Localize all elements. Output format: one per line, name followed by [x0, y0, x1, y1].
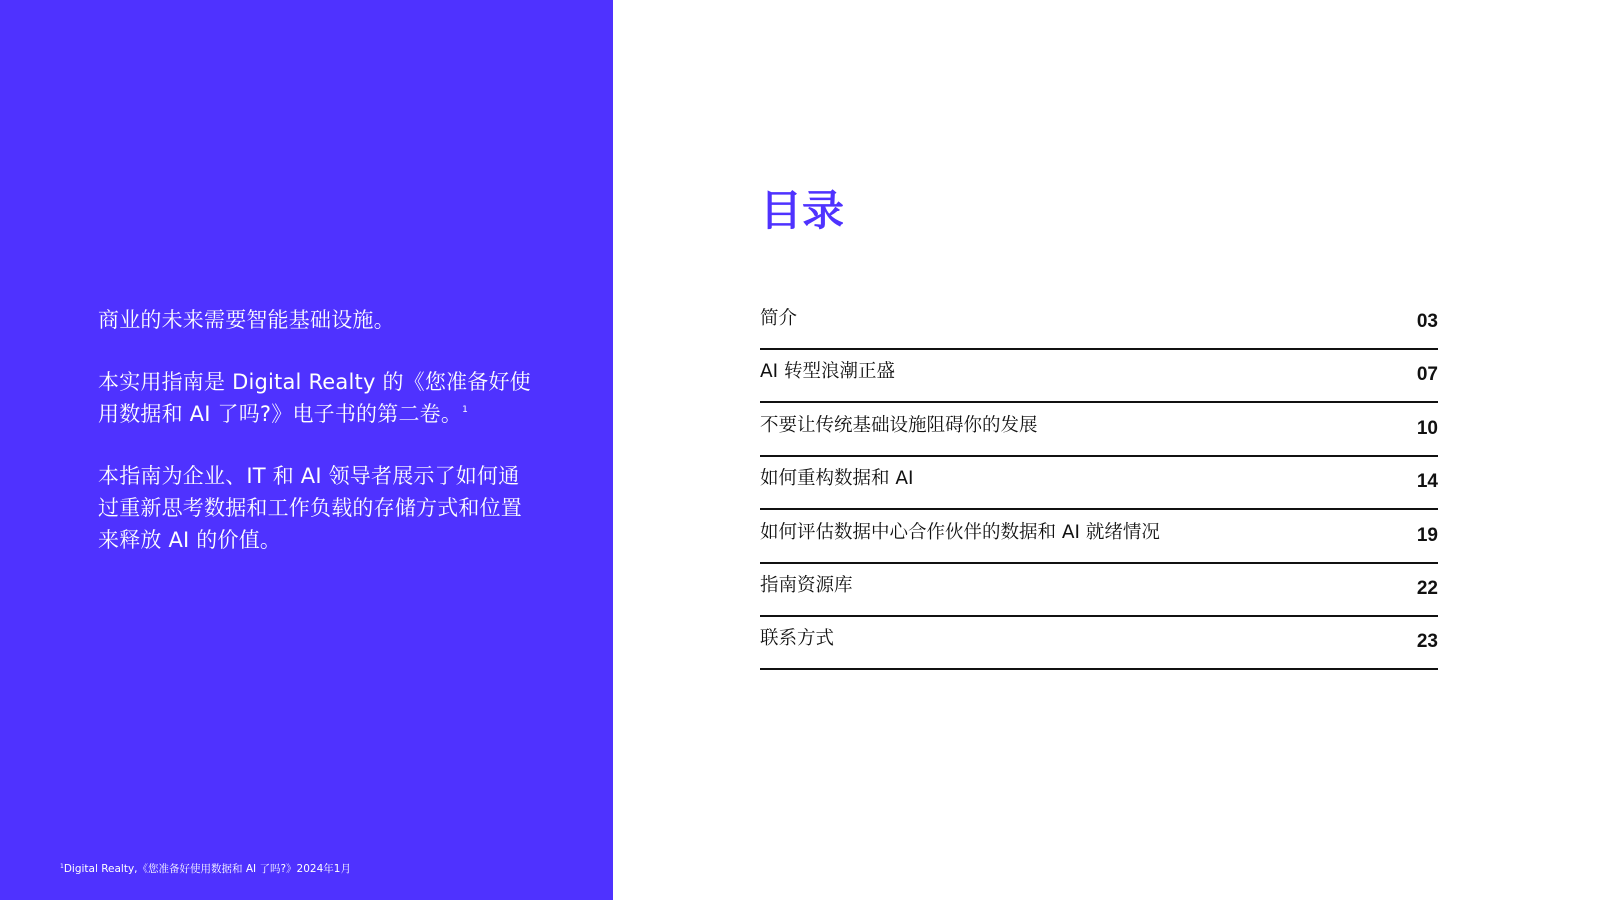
toc-item-page-number: 19	[1416, 524, 1438, 546]
toc-item-label: 如何评估数据中心合作伙伴的数据和 AI 就绪情况	[760, 521, 1160, 543]
toc-item-legacy-infrastructure[interactable]	[760, 405, 1438, 457]
toc-item-page-number: 14	[1416, 471, 1438, 493]
intro-paragraph-2	[98, 366, 538, 430]
toc-item-label: 联系方式	[760, 628, 835, 650]
footnote-marker: 1	[60, 863, 64, 870]
toc-item-resource-library[interactable]	[760, 565, 1438, 617]
table-of-contents-panel	[613, 0, 1600, 900]
footnote	[60, 862, 351, 876]
toc-item-page-number: 10	[1416, 417, 1438, 439]
left-intro-panel	[0, 0, 613, 900]
toc-item-contact[interactable]	[760, 618, 1438, 670]
intro-text-block	[98, 304, 538, 586]
toc-item-page-number: 03	[1416, 311, 1438, 332]
intro-paragraph-1: 商业的未来需要智能基础设施。	[98, 308, 395, 332]
toc-item-label: 如何重构数据和 AI	[760, 468, 914, 490]
toc-item-page-number: 22	[1416, 577, 1438, 599]
intro-paragraph-2-text: 本实用指南是 Digital Realty 的《您准备好使用数据和 AI 了吗?》电子书的第二卷。	[98, 370, 531, 426]
toc-item-ai-transformation[interactable]	[760, 351, 1438, 403]
intro-paragraph-3: 本指南为企业、IT 和 AI 领导者展示了如何通过重新思考数据和工作负载的存储方式和位置来释放 AI 的价值。	[98, 464, 522, 552]
toc-item-restructure-data-ai[interactable]	[760, 458, 1438, 510]
toc-list	[760, 298, 1438, 672]
toc-item-label: 不要让传统基础设施阻碍你的发展	[760, 414, 1038, 436]
footnote-reference[interactable]: 1	[462, 405, 468, 415]
toc-item-label: AI 转型浪潮正盛	[760, 361, 895, 383]
toc-item-page-number: 07	[1416, 364, 1438, 386]
toc-item-evaluate-partners[interactable]	[760, 512, 1438, 564]
toc-item-label: 简介	[760, 308, 798, 329]
footnote-text: Digital Realty,《您准备好使用数据和 AI 了吗?》2024年1月	[63, 863, 351, 875]
toc-item-page-number: 23	[1416, 631, 1438, 653]
toc-item-introduction[interactable]	[760, 298, 1438, 350]
toc-item-label: 指南资源库	[760, 574, 853, 596]
toc-title: 目录	[760, 186, 845, 235]
